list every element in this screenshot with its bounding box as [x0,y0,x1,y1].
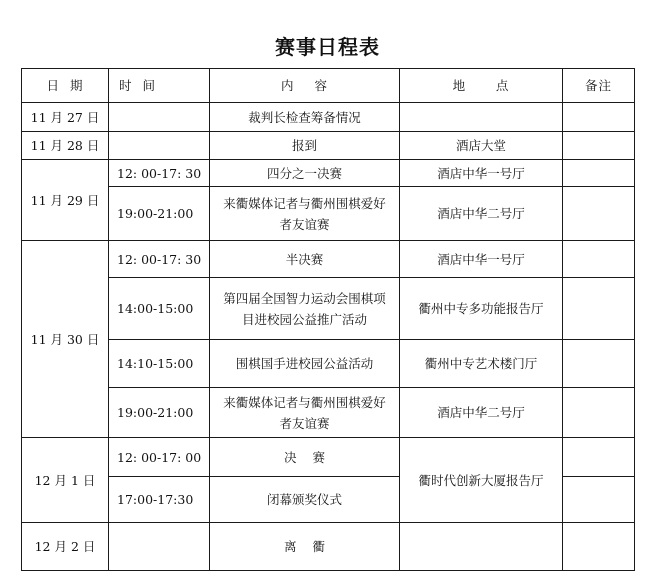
time-cell: 12: 00-17: 30 [109,160,210,187]
date-cell: 12 月 1 日 [22,438,109,523]
table-row [22,523,635,571]
remark-cell [563,523,635,571]
content-cell: 来衢媒体记者与衢州围棋爱好者友谊赛 [210,187,400,241]
table-row [22,160,635,187]
location-cell: 衢时代创新大厦报告厅 [400,438,563,523]
table-row [22,438,635,477]
time-cell [109,132,210,160]
header-row [22,69,635,103]
location-cell: 酒店中华一号厅 [400,160,563,187]
header-time: 时 间 [109,69,210,103]
table-row [22,132,635,160]
table-row [22,388,635,438]
remark-cell [563,187,635,241]
remark-cell [563,340,635,388]
remark-cell [563,103,635,132]
remark-cell [563,132,635,160]
header-remark: 备注 [563,69,635,103]
time-cell [109,523,210,571]
remark-cell [563,160,635,187]
location-cell: 衢州中专艺术楼门厅 [400,340,563,388]
remark-cell [563,438,635,477]
time-cell: 12: 00-17: 30 [109,241,210,278]
remark-cell [563,477,635,523]
location-cell [400,103,563,132]
content-cell: 半决赛 [210,241,400,278]
content-cell: 离 衢 [210,523,400,571]
time-cell: 12: 00-17: 00 [109,438,210,477]
location-cell: 酒店中华二号厅 [400,388,563,438]
content-cell: 围棋国手进校园公益活动 [210,340,400,388]
schedule-table [21,68,635,571]
content-cell: 第四届全国智力运动会围棋项目进校园公益推广活动 [210,278,400,340]
location-cell: 酒店中华一号厅 [400,241,563,278]
location-cell [400,523,563,571]
header-date: 日 期 [22,69,109,103]
remark-cell [563,388,635,438]
content-cell: 来衢媒体记者与衢州围棋爱好者友谊赛 [210,388,400,438]
location-cell: 酒店中华二号厅 [400,187,563,241]
content-cell: 决 赛 [210,438,400,477]
table-row [22,187,635,241]
header-location: 地 点 [400,69,563,103]
date-cell: 11 月 28 日 [22,132,109,160]
location-cell: 酒店大堂 [400,132,563,160]
page-title: 赛事日程表 [275,35,380,59]
content-cell: 报到 [210,132,400,160]
table-row [22,103,635,132]
time-cell: 19:00-21:00 [109,388,210,438]
date-cell: 12 月 2 日 [22,523,109,571]
table-row [22,241,635,278]
time-cell: 14:00-15:00 [109,278,210,340]
content-cell: 四分之一决赛 [210,160,400,187]
date-cell: 11 月 29 日 [22,160,109,241]
time-cell: 19:00-21:00 [109,187,210,241]
date-cell: 11 月 27 日 [22,103,109,132]
header-content: 内 容 [210,69,400,103]
table-row [22,340,635,388]
time-cell [109,103,210,132]
time-cell: 14:10-15:00 [109,340,210,388]
table-row [22,278,635,340]
content-cell: 裁判长检查筹备情况 [210,103,400,132]
remark-cell [563,241,635,278]
remark-cell [563,278,635,340]
content-cell: 闭幕颁奖仪式 [210,477,400,523]
date-cell: 11 月 30 日 [22,241,109,438]
time-cell: 17:00-17:30 [109,477,210,523]
location-cell: 衢州中专多功能报告厅 [400,278,563,340]
